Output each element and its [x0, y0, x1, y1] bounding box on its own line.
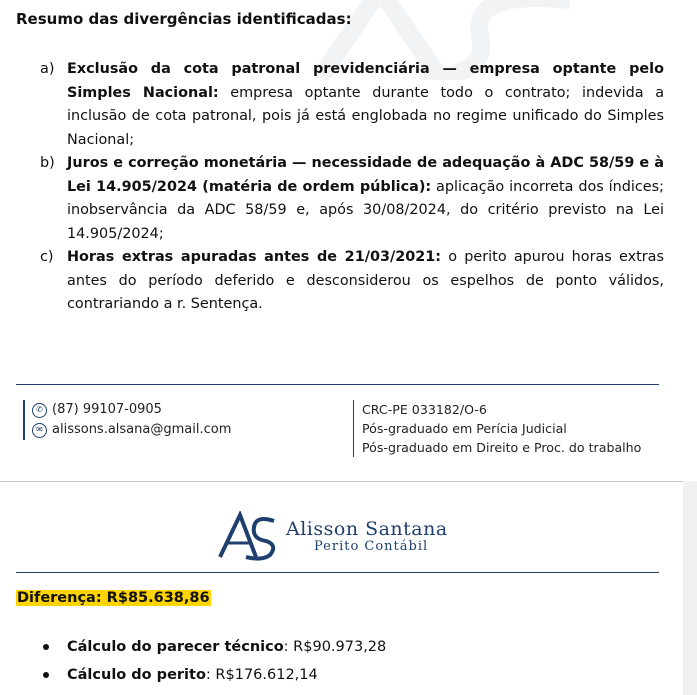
header-divider [16, 572, 659, 573]
footer-divider [16, 384, 659, 385]
crc-text: CRC-PE 033182/O-6 [362, 402, 487, 417]
calc-list [40, 633, 386, 689]
item-text: aplicação incorreta dos índices; inobservância da ADC 58/59 e, após 30/08/2024, do critério previsto na Lei 14.905/2024; [67, 178, 664, 242]
item-text: empresa optante durante todo o contrato; indevida a inclusão de cota patronal, pois já está englobada no regime unificado do Simples Nacional; [67, 84, 665, 148]
phone-row [32, 400, 231, 420]
logo-subtitle: Perito Contábil [314, 539, 429, 554]
calc-value: : R$176.612,14 [205, 667, 318, 683]
calc-value: : R$90.973,28 [283, 639, 387, 655]
email-row [32, 420, 231, 440]
list-item [40, 661, 386, 689]
list-marker: a) [40, 61, 55, 77]
list-item [40, 246, 664, 317]
list-item [40, 58, 664, 152]
list-marker: c) [40, 249, 54, 265]
credentials-block [353, 400, 641, 457]
logo-name: Alisson Santana [286, 518, 448, 540]
list-item [40, 152, 664, 246]
logo-text [286, 518, 448, 554]
phone-text: (87) 99107-0905 [52, 402, 162, 417]
whatsapp-icon: ✆ [32, 403, 47, 418]
item-heading: Juros e correção monetária — necessidade de adequação à ADC 58/59 e à Lei 14.905/2024 (matéria de ordem pública): [67, 155, 664, 195]
list-item [40, 633, 386, 661]
page-break [0, 481, 697, 482]
postgrad-1: Pós-graduado em Perícia Judicial [362, 421, 567, 436]
email-text: alissons.alsana@gmail.com [52, 422, 232, 437]
list-marker: b) [40, 155, 55, 171]
divergence-list [40, 58, 664, 317]
calc-label: Cálculo do parecer técnico [67, 639, 284, 655]
item-heading: Exclusão da cota patronal previdenciária — empresa optante pelo Simples Nacional: [67, 61, 664, 101]
as-monogram-icon [216, 511, 278, 561]
calc-label: Cálculo do perito [67, 667, 206, 683]
contact-block [23, 400, 231, 440]
item-heading: Horas extras apuradas antes de 21/03/2021: [67, 249, 442, 265]
page-title: Resumo das divergências identificadas: [16, 10, 352, 28]
header-logo [216, 511, 448, 561]
difference-highlight: Diferença: R$85.638,86 [17, 590, 210, 606]
postgrad-2: Pós-graduado em Direito e Proc. do trabalho [362, 440, 642, 455]
email-icon: ✉ [32, 423, 47, 438]
item-text: o perito apurou horas extras antes do período deferido e desconsiderou os espelhos de ponto válidos, contrariando a r. Sentença. [67, 249, 665, 312]
page-edge [683, 481, 697, 695]
